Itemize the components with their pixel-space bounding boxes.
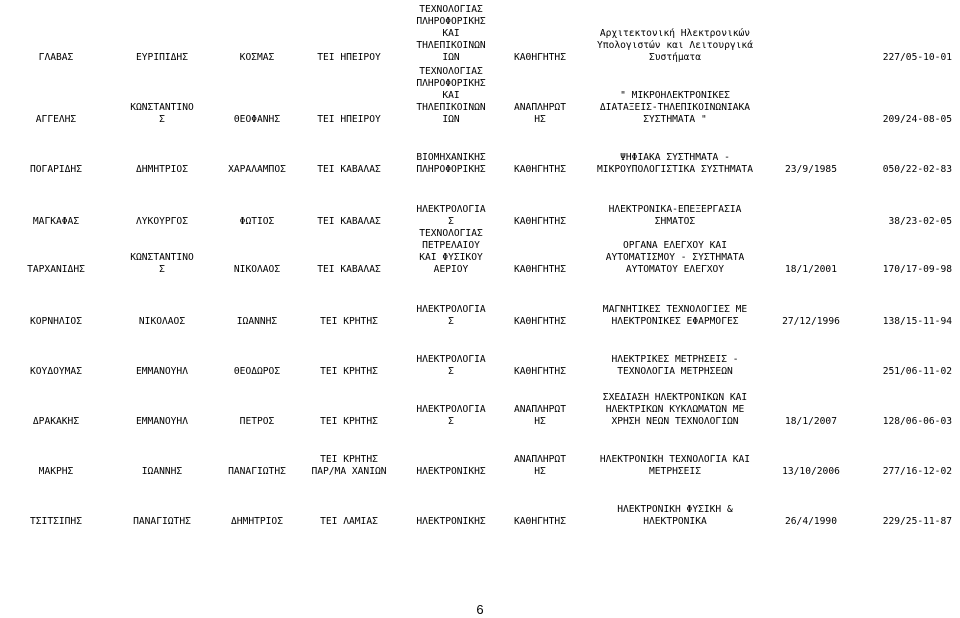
surname-cell: ΚΟΡΝΗΛΙΟΣ — [30, 316, 82, 327]
reference-cell: 050/22-02-83 — [882, 164, 952, 175]
reference-cell: 229/25-11-87 — [882, 516, 952, 527]
father-name-cell: ΚΩΝΣΤΑΝΤΙΝΟ Σ — [130, 102, 194, 125]
reference-cell: 38/23-02-05 — [888, 216, 952, 227]
table-row — [0, 0, 960, 64]
subject-cell: ΟΡΓΑΝΑ ΕΛΕΓΧΟΥ ΚΑΙ ΑΥΤΟΜΑΤΙΣΜΟΥ - ΣΥΣΤΗΜΑΤΑ ΑΥΤΟΜΑΤΟΥ ΕΛΕΓΧΟΥ — [605, 240, 745, 275]
institution-cell: ΤΕΙ ΚΡΗΤΗΣ — [320, 366, 378, 377]
date-cell: 18/1/2001 — [785, 264, 837, 275]
date-cell: 27/12/1996 — [782, 316, 840, 327]
first-name-cell: ΚΟΣΜΑΣ — [239, 52, 275, 63]
reference-cell: 251/06-11-02 — [882, 366, 952, 377]
department-cell: ΤΕΧΝΟΛΟΓΙΑΣ ΠΛΗΡΟΦΟΡΙΚΗΣ ΚΑΙ ΤΗΛΕΠΙΚΟΙΝΩΝ ΙΩΝ — [416, 4, 486, 63]
subject-cell: ΗΛΕΚΤΡΟΝΙΚΑ-ΕΠΕΞΕΡΓΑΣΙΑ ΣΗΜΑΤΟΣ — [608, 204, 742, 227]
institution-cell: ΤΕΙ ΚΑΒΑΛΑΣ — [317, 264, 381, 275]
rank-cell: ΑΝΑΠΛΗΡΩΤ ΗΣ — [514, 454, 566, 477]
table-row — [0, 328, 960, 378]
rank-cell: ΚΑΘΗΓΗΤΗΣ — [514, 264, 566, 275]
department-cell: ΗΛΕΚΤΡΟΛΟΓΙΑ Σ — [416, 354, 486, 377]
reference-cell: 138/15-11-94 — [882, 316, 952, 327]
first-name-cell: ΦΩΤΙΟΣ — [239, 216, 275, 227]
first-name-cell: ΘΕΟΦΑΝΗΣ — [233, 114, 281, 125]
father-name-cell: ΕΜΜΑΝΟΥΗΛ — [136, 366, 188, 377]
page-number: 6 — [476, 602, 484, 617]
father-name-cell: ΚΩΝΣΤΑΝΤΙΝΟ Σ — [130, 252, 194, 275]
reference-cell: 227/05-10-01 — [882, 52, 952, 63]
reference-cell: 277/16-12-02 — [882, 466, 952, 477]
department-cell: ΗΛΕΚΤΡΟΛΟΓΙΑ Σ — [416, 304, 486, 327]
rank-cell: ΚΑΘΗΓΗΤΗΣ — [514, 366, 566, 377]
rank-cell: ΚΑΘΗΓΗΤΗΣ — [514, 164, 566, 175]
institution-cell: ΤΕΙ ΗΠΕΙΡΟΥ — [317, 52, 381, 63]
subject-cell: Αρχιτεκτονική Ηλεκτρονικών Υπολογιστών και Λειτουργικά Συστήματα — [597, 28, 753, 63]
department-cell: ΒΙΟΜΗΧΑΝΙΚΗΣ ΠΛΗΡΟΦΟΡΙΚΗΣ — [416, 152, 486, 175]
subject-cell: ΗΛΕΚΤΡΙΚΕΣ ΜΕΤΡΗΣΕΙΣ - ΤΕΧΝΟΛΟΓΙΑ ΜΕΤΡΗΣΕΩΝ — [611, 354, 739, 377]
first-name-cell: ΘΕΟΔΩΡΟΣ — [233, 366, 281, 377]
reference-cell: 170/17-09-98 — [882, 264, 952, 275]
institution-cell: ΤΕΙ ΛΑΜΙΑΣ — [320, 516, 378, 527]
department-cell: ΤΕΧΝΟΛΟΓΙΑΣ ΠΕΤΡΕΛΑΙΟΥ ΚΑΙ ΦΥΣΙΚΟΥ ΑΕΡΙΟΥ — [419, 228, 483, 275]
table-row — [0, 126, 960, 176]
subject-cell: ΨΗΦΙΑΚΑ ΣΥΣΤΗΜΑΤΑ - ΜΙΚΡΟΥΠΟΛΟΓΙΣΤΙΚΑ ΣΥΣΤΗΜΑΤΑ — [597, 152, 753, 175]
rank-cell: ΚΑΘΗΓΗΤΗΣ — [514, 216, 566, 227]
table-row — [0, 428, 960, 478]
rank-cell: ΑΝΑΠΛΗΡΩΤ ΗΣ — [514, 102, 566, 125]
surname-cell: ΠΟΓΑΡΙΔΗΣ — [30, 164, 82, 175]
subject-cell: ΗΛΕΚΤΡΟΝΙΚΗ ΦΥΣΙΚΗ & ΗΛΕΚΤΡΟΝΙΚΑ — [617, 504, 733, 527]
rank-cell: ΑΝΑΠΛΗΡΩΤ ΗΣ — [514, 404, 566, 427]
table-row — [0, 176, 960, 228]
subject-cell: ΗΛΕΚΤΡΟΝΙΚΗ ΤΕΧΝΟΛΟΓΙΑ ΚΑΙ ΜΕΤΡΗΣΕΙΣ — [599, 454, 751, 477]
father-name-cell: ΙΩΑΝΝΗΣ — [141, 466, 183, 477]
surname-cell: ΜΑΓΚΑΦΑΣ — [32, 216, 80, 227]
department-cell: ΗΛΕΚΤΡΟΝΙΚΗΣ — [416, 516, 486, 527]
surname-cell: ΚΟΥΔΟΥΜΑΣ — [30, 366, 82, 377]
date-cell: 26/4/1990 — [785, 516, 837, 527]
date-cell: 13/10/2006 — [782, 466, 840, 477]
rank-cell: ΚΑΘΗΓΗΤΗΣ — [514, 52, 566, 63]
surname-cell: ΓΛΑΒΑΣ — [38, 52, 74, 63]
father-name-cell: ΔΗΜΗΤΡΙΟΣ — [136, 164, 188, 175]
first-name-cell: ΝΙΚΟΛΑΟΣ — [233, 264, 281, 275]
first-name-cell: ΧΑΡΑΛΑΜΠΟΣ — [228, 164, 286, 175]
date-cell: 18/1/2007 — [785, 416, 837, 427]
father-name-cell: ΛΥΚΟΥΡΓΟΣ — [136, 216, 188, 227]
surname-cell: ΤΣΙΤΣΙΠΗΣ — [30, 516, 82, 527]
table-row — [0, 228, 960, 276]
institution-cell: ΤΕΙ ΚΡΗΤΗΣ — [320, 416, 378, 427]
first-name-cell: ΙΩΑΝΝΗΣ — [236, 316, 278, 327]
date-cell: 23/9/1985 — [785, 164, 837, 175]
surname-cell: ΑΓΓΕΛΗΣ — [35, 114, 77, 125]
subject-cell: ΣΧΕΔΙΑΣΗ ΗΛΕΚΤΡΟΝΙΚΩΝ ΚΑΙ ΗΛΕΚΤΡΙΚΩΝ ΚΥΚΛΩΜΑΤΩΝ ΜΕ ΧΡΗΣΗ ΝΕΩΝ ΤΕΧΝΟΛΟΓΙΩΝ — [602, 392, 748, 427]
first-name-cell: ΠΑΝΑΓΙΩΤΗΣ — [228, 466, 286, 477]
institution-cell: ΤΕΙ ΚΑΒΑΛΑΣ — [317, 216, 381, 227]
department-cell: ΗΛΕΚΤΡΟΝΙΚΗΣ — [416, 466, 486, 477]
rank-cell: ΚΑΘΗΓΗΤΗΣ — [514, 516, 566, 527]
table-row — [0, 276, 960, 328]
father-name-cell: ΠΑΝΑΓΙΩΤΗΣ — [133, 516, 191, 527]
institution-cell: ΤΕΙ ΚΡΗΤΗΣ ΠΑΡ/ΜΑ ΧΑΝΙΩΝ — [311, 454, 387, 477]
table-row — [0, 378, 960, 428]
institution-cell: ΤΕΙ ΚΡΗΤΗΣ — [320, 316, 378, 327]
first-name-cell: ΔΗΜΗΤΡΙΟΣ — [231, 516, 283, 527]
surname-cell: ΔΡΑΚΑΚΗΣ — [32, 416, 80, 427]
institution-cell: ΤΕΙ ΚΑΒΑΛΑΣ — [317, 164, 381, 175]
father-name-cell: ΕΥΡΙΠΙΔΗΣ — [136, 52, 188, 63]
surname-cell: ΤΑΡΧΑΝΙΔΗΣ — [27, 264, 85, 275]
department-cell: ΤΕΧΝΟΛΟΓΙΑΣ ΠΛΗΡΟΦΟΡΙΚΗΣ ΚΑΙ ΤΗΛΕΠΙΚΟΙΝΩΝ ΙΩΝ — [416, 66, 486, 125]
subject-cell: " ΜΙΚΡΟΗΛΕΚΤΡΟΝΙΚΕΣ ΔΙΑΤΑΞΕΙΣ-ΤΗΛΕΠΙΚΟΙΝΩΝΙΑΚΑ ΣΥΣΤΗΜΑΤΑ " — [599, 90, 751, 125]
father-name-cell: ΕΜΜΑΝΟΥΗΛ — [136, 416, 188, 427]
father-name-cell: ΝΙΚΟΛΑΟΣ — [138, 316, 186, 327]
institution-cell: ΤΕΙ ΗΠΕΙΡΟΥ — [317, 114, 381, 125]
table-row — [0, 478, 960, 528]
surname-cell: ΜΑΚΡΗΣ — [38, 466, 74, 477]
department-cell: ΗΛΕΚΤΡΟΛΟΓΙΑ Σ — [416, 404, 486, 427]
subject-cell: ΜΑΓΝΗΤΙΚΕΣ ΤΕΧΝΟΛΟΓΙΕΣ ΜΕ ΗΛΕΚΤΡΟΝΙΚΕΣ ΕΦΑΡΜΟΓΕΣ — [602, 304, 748, 327]
rank-cell: ΚΑΘΗΓΗΤΗΣ — [514, 316, 566, 327]
reference-cell: 209/24-08-05 — [882, 114, 952, 125]
table-row — [0, 64, 960, 126]
department-cell: ΗΛΕΚΤΡΟΛΟΓΙΑ Σ — [416, 204, 486, 227]
first-name-cell: ΠΕΤΡΟΣ — [239, 416, 275, 427]
reference-cell: 128/06-06-03 — [882, 416, 952, 427]
